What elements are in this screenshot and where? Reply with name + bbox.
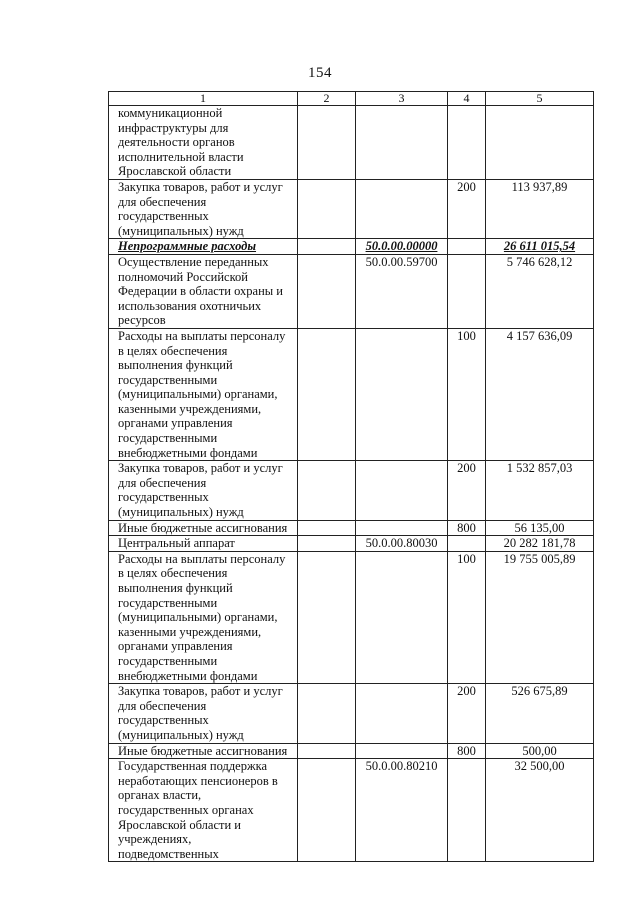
- expense-type-cell: [448, 461, 486, 520]
- amount-cell: [486, 684, 594, 743]
- expense-name-text: Закупка товаров, работ и услуг для обеспечения государственных (муниципальных) нужд: [118, 684, 283, 742]
- column-header-1: 1: [109, 92, 298, 106]
- amount-text: 5 746 628,12: [506, 254, 573, 269]
- target-code-cell: [356, 536, 448, 552]
- section-cell: [298, 551, 356, 683]
- target-code-cell: [356, 328, 448, 460]
- target-code-cell: [356, 520, 448, 536]
- expense-type-cell: [448, 106, 486, 180]
- target-code-cell: [356, 461, 448, 520]
- table-row: [109, 328, 594, 460]
- expense-type-text: 200: [457, 179, 476, 194]
- column-header-3: 3: [356, 92, 448, 106]
- amount-text: 500,00: [522, 743, 557, 758]
- expense-type-cell: [448, 254, 486, 328]
- target-code-cell: [356, 106, 448, 180]
- expense-name-text: Иные бюджетные ассигнования: [118, 520, 288, 535]
- expense-type-text: 200: [457, 461, 476, 476]
- expense-type-text: 100: [457, 551, 476, 566]
- target-code-cell: [356, 743, 448, 759]
- expense-name-cell: [109, 743, 298, 759]
- expense-type-cell: [448, 520, 486, 536]
- section-cell: [298, 239, 356, 255]
- expense-type-text: 800: [457, 520, 476, 535]
- section-cell: [298, 743, 356, 759]
- expense-name-cell: [109, 106, 298, 180]
- table-row: [109, 536, 594, 552]
- section-cell: [298, 536, 356, 552]
- expense-name-cell: [109, 684, 298, 743]
- expense-type-cell: [448, 536, 486, 552]
- expense-name-cell: [109, 328, 298, 460]
- target-code-text: 50.0.00.00000: [365, 239, 438, 254]
- target-code-cell: [356, 759, 448, 862]
- expense-type-cell: [448, 551, 486, 683]
- expense-name-text: Осуществление переданных полномочий Российской Федерации в области охраны и использования охотничьих ресурсов: [118, 254, 283, 328]
- expense-type-text: 200: [457, 684, 476, 699]
- target-code-text: 50.0.00.80210: [365, 759, 438, 774]
- amount-cell: [486, 179, 594, 238]
- table-row: [109, 461, 594, 520]
- target-code-cell: [356, 551, 448, 683]
- expense-name-text: Непрограммные расходы: [118, 239, 257, 254]
- expense-type-cell: [448, 759, 486, 862]
- expense-name-text: Центральный аппарат: [118, 536, 235, 551]
- expense-name-cell: [109, 239, 298, 255]
- table-row: [109, 551, 594, 683]
- expense-name-text: Закупка товаров, работ и услуг для обеспечения государственных (муниципальных) нужд: [118, 179, 283, 238]
- amount-cell: [486, 254, 594, 328]
- expense-type-text: 800: [457, 743, 476, 758]
- table-row: [109, 684, 594, 743]
- table-row: [109, 254, 594, 328]
- table-row: [109, 106, 594, 180]
- expense-name-cell: [109, 759, 298, 862]
- expense-type-cell: [448, 328, 486, 460]
- section-cell: [298, 759, 356, 862]
- section-cell: [298, 328, 356, 460]
- amount-text: 20 282 181,78: [503, 536, 576, 551]
- section-cell: [298, 254, 356, 328]
- section-cell: [298, 179, 356, 238]
- amount-cell: [486, 551, 594, 683]
- column-header-4: 4: [448, 92, 486, 106]
- expense-name-cell: [109, 520, 298, 536]
- expense-name-cell: [109, 461, 298, 520]
- column-header-2: 2: [298, 92, 356, 106]
- section-cell: [298, 461, 356, 520]
- expense-type-cell: [448, 179, 486, 238]
- table-row: [109, 179, 594, 238]
- expense-type-cell: [448, 684, 486, 743]
- amount-cell: [486, 461, 594, 520]
- expense-name-text: Иные бюджетные ассигнования: [118, 743, 288, 758]
- amount-text: 1 532 857,03: [506, 461, 573, 476]
- expense-type-cell: [448, 239, 486, 255]
- target-code-text: 50.0.00.59700: [365, 254, 438, 269]
- expense-name-cell: [109, 254, 298, 328]
- expense-name-text: Государственная поддержка неработающих пенсионеров в органах власти, государственных органах Ярославской области и учреждениях, подведомственных: [118, 759, 278, 861]
- section-cell: [298, 106, 356, 180]
- table-row: [109, 520, 594, 536]
- target-code-text: 50.0.00.80030: [365, 536, 438, 551]
- expense-name-cell: [109, 179, 298, 238]
- table-header-row: [109, 92, 594, 106]
- table-row: [109, 743, 594, 759]
- amount-text: 19 755 005,89: [503, 551, 576, 566]
- amount-cell: [486, 759, 594, 862]
- target-code-cell: [356, 684, 448, 743]
- amount-cell: [486, 239, 594, 255]
- amount-text: 113 937,89: [511, 179, 568, 194]
- column-header-5: 5: [486, 92, 594, 106]
- target-code-cell: [356, 254, 448, 328]
- amount-text: 32 500,00: [514, 759, 565, 774]
- section-cell: [298, 520, 356, 536]
- target-code-cell: [356, 179, 448, 238]
- target-code-cell: [356, 239, 448, 255]
- budget-table: [108, 91, 594, 862]
- expense-type-cell: [448, 743, 486, 759]
- expense-name-text: Расходы на выплаты персоналу в целях обеспечения выполнения функций государственными (муниципальными) органами, казенными учреждениями, органами управления государственными внебюджетными фондами: [118, 328, 286, 460]
- amount-cell: [486, 743, 594, 759]
- amount-cell: [486, 328, 594, 460]
- amount-cell: [486, 106, 594, 180]
- expense-name-cell: [109, 551, 298, 683]
- expense-type-text: 100: [457, 328, 476, 343]
- section-cell: [298, 684, 356, 743]
- amount-cell: [486, 520, 594, 536]
- expense-name-cell: [109, 536, 298, 552]
- table-row: [109, 239, 594, 255]
- table-row: [109, 759, 594, 862]
- page-number: 154: [308, 65, 332, 81]
- amount-cell: [486, 536, 594, 552]
- amount-text: 56 135,00: [514, 520, 565, 535]
- amount-text: 526 675,89: [511, 684, 568, 699]
- amount-text: 4 157 636,09: [506, 328, 573, 343]
- expense-name-text: Расходы на выплаты персоналу в целях обеспечения выполнения функций государственными (муниципальными) органами, казенными учреждениями, органами управления государственными внебюджетными фондами: [118, 551, 286, 683]
- amount-text: 26 611 015,54: [503, 239, 576, 254]
- expense-name-text: Закупка товаров, работ и услуг для обеспечения государственных (муниципальных) нужд: [118, 461, 283, 520]
- expense-name-text: коммуникационной инфраструктуры для деятельности органов исполнительной власти Ярославской области: [118, 106, 244, 179]
